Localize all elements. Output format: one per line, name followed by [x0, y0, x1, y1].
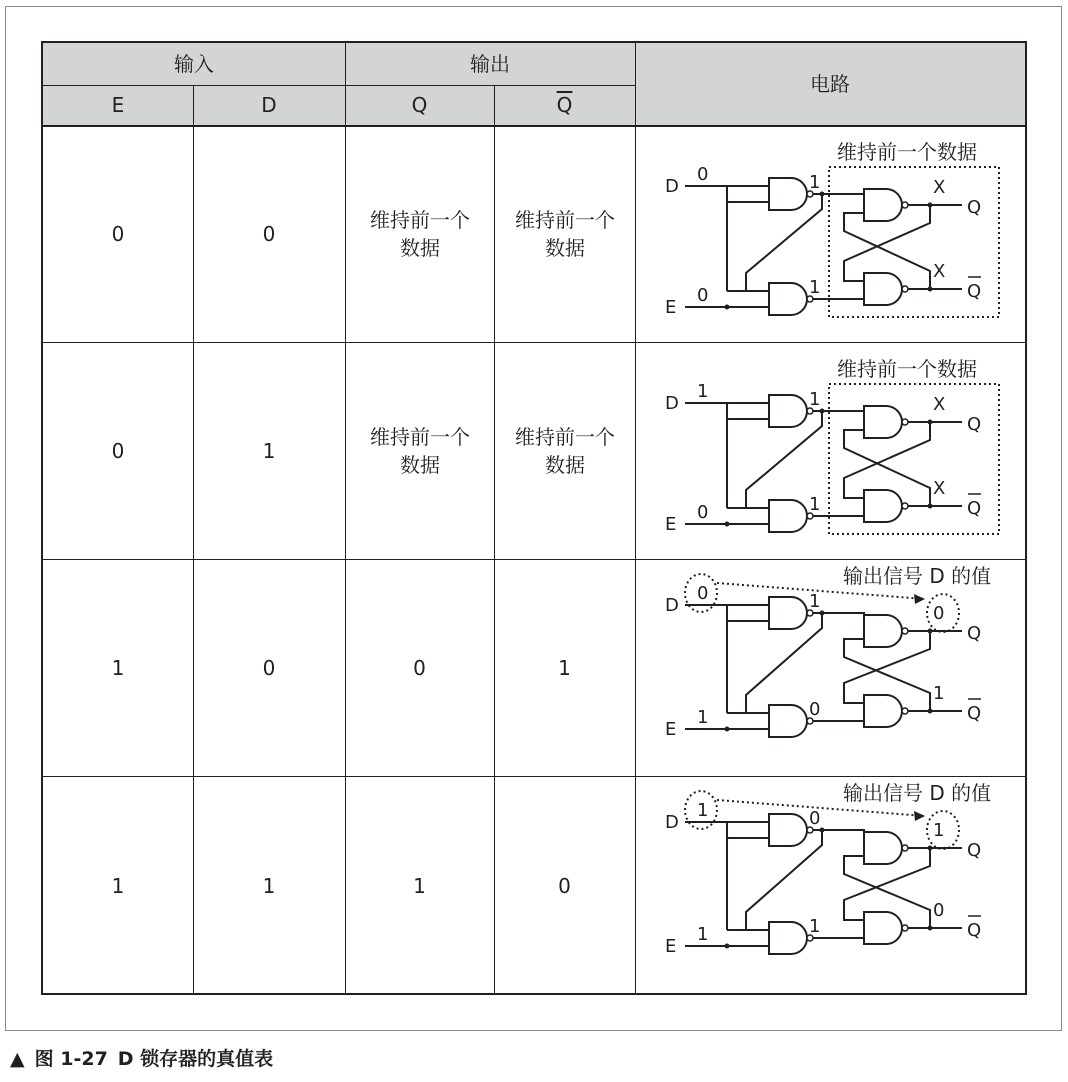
- circuit-note: 维持前一个数据: [837, 357, 977, 381]
- header-circuit: 电路: [810, 72, 850, 96]
- figure-caption: [10, 1044, 283, 1071]
- cell-e: 1: [111, 656, 125, 680]
- qbar-value: 1: [933, 683, 945, 704]
- caption-figure-number: 图 1-27: [34, 1048, 108, 1070]
- nand-gate: [864, 695, 902, 727]
- cell-d: 0: [262, 656, 276, 680]
- g1-output-value: 0: [809, 808, 821, 829]
- wire-g2-out: [813, 936, 864, 938]
- inverter-bubble: [902, 419, 908, 425]
- q-value: X: [933, 177, 946, 198]
- d-value: 0: [697, 164, 709, 185]
- junction-dot: [725, 305, 730, 310]
- nand-gate: [864, 832, 902, 864]
- junction-dot: [725, 522, 730, 527]
- qbar-label: Q: [967, 703, 982, 724]
- cell-qbar: 1: [558, 656, 571, 680]
- qbar-label: Q: [967, 281, 982, 302]
- q-label: Q: [967, 197, 982, 218]
- header-input: 输入: [174, 52, 214, 76]
- nand-gate: [769, 178, 807, 210]
- inverter-bubble: [902, 628, 908, 634]
- header-output: 输出: [470, 52, 510, 76]
- circuit-diagram: [637, 344, 1027, 559]
- junction-dot: [725, 944, 730, 949]
- latch-circuit: [637, 127, 1027, 342]
- header-col-e: E: [111, 93, 125, 117]
- cell-q: 1: [413, 874, 426, 898]
- circuit-note: 输出信号 D 的值: [843, 564, 992, 588]
- circuit-note: 维持前一个数据: [837, 140, 977, 164]
- e-label: E: [665, 936, 677, 957]
- cell-q: 维持前一个 数据: [370, 208, 470, 260]
- q-value: 1: [933, 820, 945, 841]
- nand-gate: [864, 615, 902, 647]
- inverter-bubble: [902, 708, 908, 714]
- wire-g1-out: [822, 613, 864, 623]
- header-col-d: D: [261, 93, 277, 117]
- cell-e: 0: [111, 222, 125, 246]
- circuit-diagram: [637, 127, 1027, 342]
- qbar-label: Q: [967, 498, 982, 519]
- d-label: D: [665, 176, 679, 197]
- wire-g2-out: [813, 719, 864, 721]
- caption-title: D 锁存器的真值表: [117, 1048, 274, 1070]
- g2-output-value: 1: [809, 277, 821, 298]
- cell-d: 1: [262, 439, 276, 463]
- e-value: 0: [697, 285, 709, 306]
- cell-q: 0: [413, 656, 426, 680]
- g2-output-value: 1: [809, 916, 821, 937]
- nand-gate: [864, 406, 902, 438]
- d-label: D: [665, 812, 679, 833]
- arrow-head: [914, 811, 925, 821]
- wire-g2-out: [813, 297, 864, 299]
- q-label: Q: [967, 623, 982, 644]
- header-divider: [43, 85, 635, 86]
- nand-gate: [864, 912, 902, 944]
- cell-q: 维持前一个 数据: [370, 425, 470, 477]
- arrow-head: [914, 594, 925, 604]
- d-label: D: [665, 393, 679, 414]
- d-value: 1: [697, 800, 709, 821]
- inverter-bubble: [902, 503, 908, 509]
- latch-circuit: [637, 344, 1027, 559]
- d-value: 1: [697, 381, 709, 402]
- g2-output-value: 0: [809, 699, 821, 720]
- qbar-text: $\overline{Q}$: [556, 93, 573, 117]
- qbar-value: X: [933, 478, 946, 499]
- qbar-label: Q: [967, 920, 982, 941]
- cell-qbar: 维持前一个 数据: [515, 425, 615, 477]
- e-label: E: [665, 719, 677, 740]
- g2-output-value: 1: [809, 494, 821, 515]
- q-value: X: [933, 394, 946, 415]
- nand-gate: [864, 273, 902, 305]
- wire-g1-out: [822, 830, 864, 840]
- col-divider: [635, 43, 636, 995]
- nand-gate: [769, 922, 807, 954]
- q-label: Q: [967, 414, 982, 435]
- wire-g2-out: [813, 514, 864, 516]
- qbar-value: X: [933, 261, 946, 282]
- cell-e: 0: [111, 439, 125, 463]
- nand-gate: [769, 814, 807, 846]
- cell-d: 1: [262, 874, 276, 898]
- nand-gate: [864, 189, 902, 221]
- cell-e: 1: [111, 874, 125, 898]
- circuit-diagram: [637, 561, 1027, 776]
- inverter-bubble: [902, 202, 908, 208]
- header-col-q: Q: [411, 93, 428, 117]
- e-value: 1: [697, 924, 709, 945]
- d-label: D: [665, 595, 679, 616]
- inverter-bubble: [902, 845, 908, 851]
- qbar-value: 0: [933, 900, 945, 921]
- circuit-diagram: [637, 778, 1027, 993]
- q-label: Q: [967, 840, 982, 861]
- e-label: E: [665, 297, 677, 318]
- e-value: 1: [697, 707, 709, 728]
- nand-gate: [769, 283, 807, 315]
- cell-qbar: 0: [558, 874, 571, 898]
- nand-gate: [769, 395, 807, 427]
- cell-d: 0: [262, 222, 276, 246]
- truth-table: [41, 41, 1027, 995]
- nand-gate: [864, 490, 902, 522]
- inverter-bubble: [902, 925, 908, 931]
- g1-output-value: 1: [809, 172, 821, 193]
- nand-gate: [769, 500, 807, 532]
- g1-output-value: 1: [809, 389, 821, 410]
- circuit-note: 输出信号 D 的值: [843, 781, 992, 805]
- g1-output-value: 1: [809, 591, 821, 612]
- inverter-bubble: [902, 286, 908, 292]
- latch-circuit: [637, 561, 1027, 776]
- d-value: 0: [697, 583, 709, 604]
- nand-gate: [769, 597, 807, 629]
- caption-marker: ▲: [10, 1048, 25, 1070]
- latch-circuit: [637, 778, 1027, 993]
- e-label: E: [665, 514, 677, 535]
- q-value: 0: [933, 603, 945, 624]
- header-col-qbar: [494, 85, 635, 125]
- nand-gate: [769, 705, 807, 737]
- e-value: 0: [697, 502, 709, 523]
- cell-qbar: 维持前一个 数据: [515, 208, 615, 260]
- junction-dot: [725, 727, 730, 732]
